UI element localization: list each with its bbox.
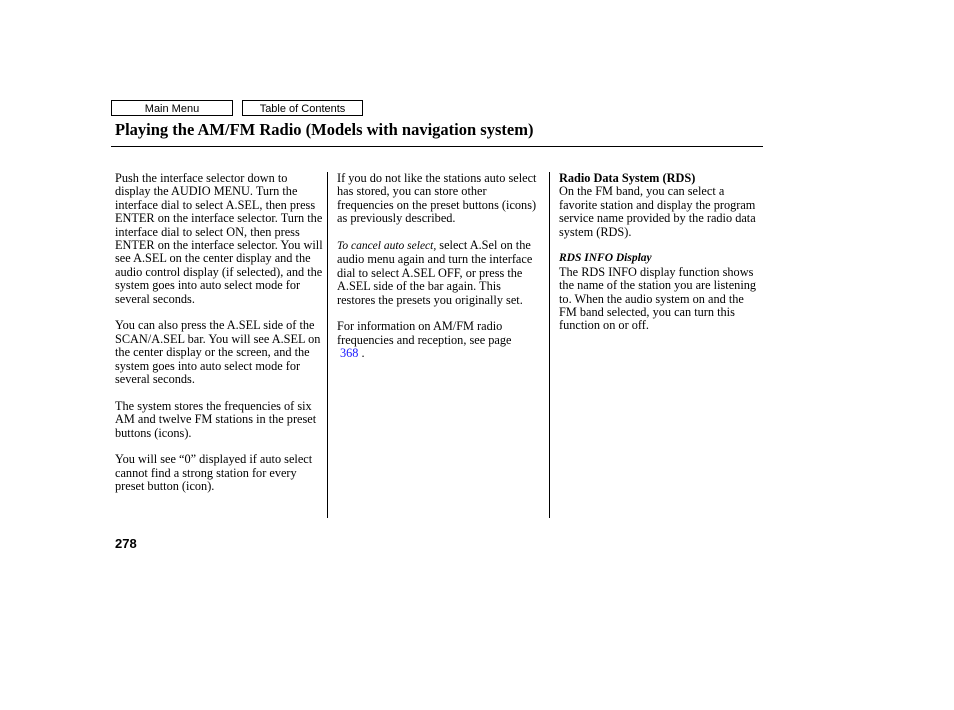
column-right — [559, 172, 764, 346]
column-divider — [549, 172, 550, 518]
paragraph-text: select A.Sel on the audio menu again and turn the interface dial to select A.SEL OFF, or press the A.SEL side of the bar again. This restores the presets you originally set. — [337, 238, 533, 307]
paragraph-text: For information on AM/FM radio frequencies and reception, see page — [337, 319, 512, 347]
page-title: Playing the AM/FM Radio (Models with navigation system) — [115, 120, 534, 139]
table-of-contents-button[interactable]: Table of Contents — [242, 100, 363, 116]
paragraph-end: . — [358, 346, 365, 361]
paragraph: Push the interface selector down to display the AUDIO MENU. Turn the interface dial to select A.SEL, then press ENTER on the interface selector. Turn the interface dial to select ON, then press ENTER on the interface selector. You will see A.SEL on the center display and the audio control display (if selected), and the system goes into auto select mode for several seconds. — [115, 171, 323, 306]
paragraph: You will see “0” displayed if auto select cannot find a strong station for every preset button (icon). — [115, 452, 313, 494]
main-menu-button[interactable]: Main Menu — [111, 100, 233, 116]
paragraph — [337, 320, 542, 360]
page-number: 278 — [115, 536, 137, 551]
section-heading: Radio Data System (RDS) — [559, 171, 696, 185]
column-middle — [337, 172, 542, 374]
paragraph: You can also press the A.SEL side of the SCAN/A.SEL bar. You will see A.SEL on the center display or the screen, and the system goes into auto select mode for several seconds. — [115, 318, 321, 387]
paragraph-text: On the FM band, you can select a favorite station and display the program service name provided by the radio data system (RDS). — [559, 184, 756, 239]
paragraph — [337, 239, 542, 307]
column-divider — [327, 172, 328, 518]
column-left — [115, 172, 325, 507]
page-link-368[interactable]: 368 — [340, 346, 359, 361]
section-subheading: RDS INFO Display — [559, 252, 652, 265]
paragraph: If you do not like the stations auto select has stored, you can store other frequencies on the preset buttons (icons) as previously described. — [337, 171, 537, 226]
title-divider — [111, 146, 763, 147]
paragraph-text: The RDS INFO display function shows the name of the station you are listening to. When the audio system on and the FM band selected, you can turn this function on or off. — [559, 264, 757, 333]
cancel-auto-select-lead: To cancel auto select, — [337, 240, 437, 253]
paragraph: The system stores the frequencies of six AM and twelve FM stations in the preset buttons (icons). — [115, 398, 317, 440]
paragraph — [559, 252, 764, 332]
paragraph — [559, 172, 764, 239]
